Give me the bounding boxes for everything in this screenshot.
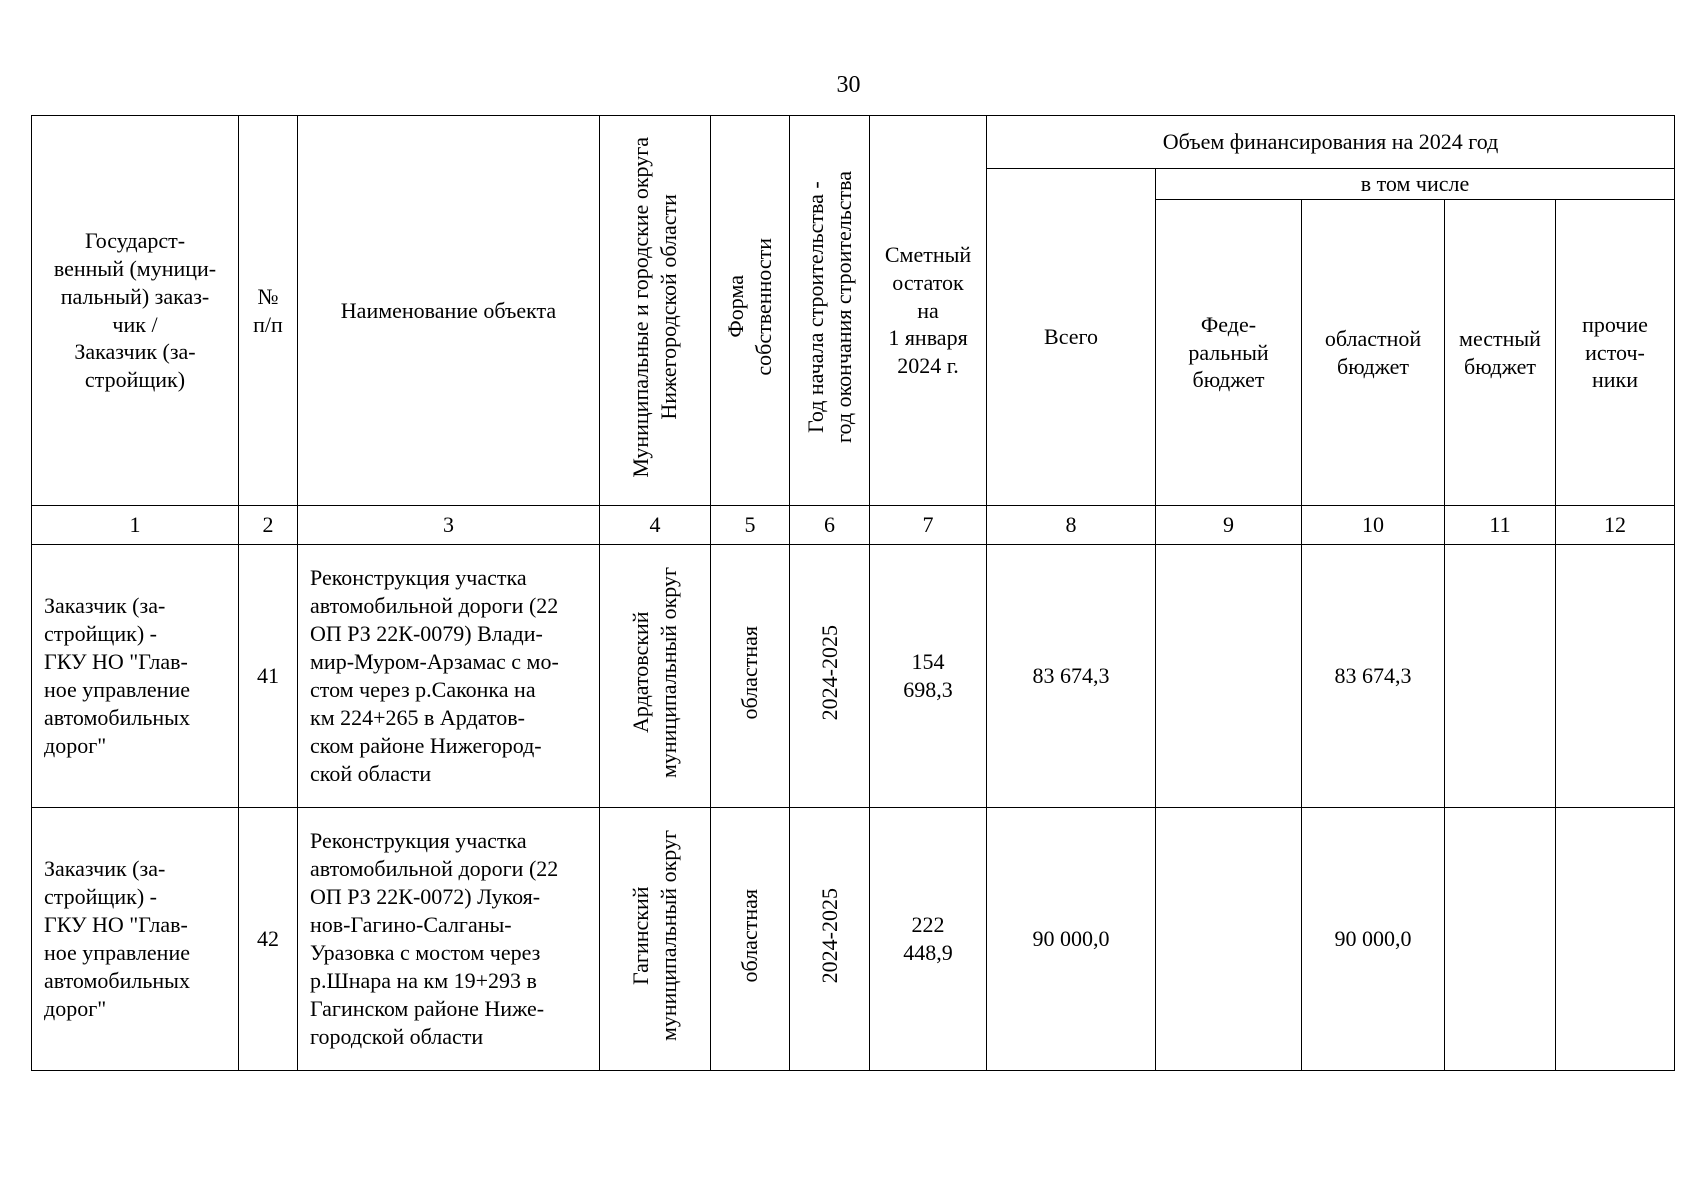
header-districts-cell <box>600 116 711 506</box>
row-district-cell <box>600 545 711 808</box>
row-customer: Заказчик (за- стройщик) - ГКУ НО "Глав- ное управление автомобильных дорог" <box>32 808 239 1071</box>
row-federal <box>1156 545 1302 808</box>
column-number: 5 <box>711 506 790 545</box>
column-number: 1 <box>32 506 239 545</box>
header-funding-volume: Объем финансирования на 2024 год <box>987 116 1675 169</box>
header-federal-budget: Феде- ральный бюджет <box>1156 200 1302 506</box>
row-district: Ардатовский муниципальный округ <box>628 567 681 779</box>
row-customer: Заказчик (за- стройщик) - ГКУ НО "Глав- ное управление автомобильных дорог" <box>32 545 239 808</box>
row-years: 2024-2025 <box>816 887 842 984</box>
row-total: 83 674,3 <box>987 545 1156 808</box>
column-number: 6 <box>790 506 870 545</box>
row-district: Гагинский муниципальный округ <box>628 830 681 1042</box>
row-ownership-cell <box>711 808 790 1071</box>
column-number: 11 <box>1445 506 1556 545</box>
row-total: 90 000,0 <box>987 808 1156 1071</box>
header-districts: Муниципальные и городские округа Нижегородской области <box>628 136 681 478</box>
header-regional-budget: областной бюджет <box>1302 200 1445 506</box>
column-number: 10 <box>1302 506 1445 545</box>
row-object-name: Реконструкция участка автомобильной дороги (22 ОП РЗ 22К-0072) Лукоя- нов-Гагино-Салганы- Уразовка с мостом через р.Шнара на км 19+293 в Гагинском районе Ниже- городской области <box>298 808 600 1071</box>
column-number: 12 <box>1556 506 1675 545</box>
column-number: 2 <box>239 506 298 545</box>
row-regional: 90 000,0 <box>1302 808 1445 1071</box>
header-ownership: Форма собственности <box>723 238 776 376</box>
row-district-cell <box>600 808 711 1071</box>
column-number: 3 <box>298 506 600 545</box>
column-number: 4 <box>600 506 711 545</box>
header-including: в том числе <box>1156 169 1675 200</box>
row-local <box>1445 808 1556 1071</box>
header-ownership-cell <box>711 116 790 506</box>
row-other <box>1556 808 1675 1071</box>
header-years-cell <box>790 116 870 506</box>
row-ownership: областная <box>737 888 763 983</box>
header-object-name: Наименование объекта <box>298 116 600 506</box>
row-number: 42 <box>239 808 298 1071</box>
column-number: 8 <box>987 506 1156 545</box>
page-number: 30 <box>836 72 861 98</box>
row-years: 2024-2025 <box>816 624 842 721</box>
column-number-row <box>32 506 1675 545</box>
row-regional: 83 674,3 <box>1302 545 1445 808</box>
header-construction-years: Год начала строительства - год окончания строительства <box>802 171 856 443</box>
row-ownership: областная <box>737 625 763 720</box>
header-customer: Государст- венный (муници- пальный) заказ- чик / Заказчик (за- стройщик) <box>32 116 239 506</box>
header-total: Всего <box>987 169 1156 506</box>
row-local <box>1445 545 1556 808</box>
header-local-budget: местный бюджет <box>1445 200 1556 506</box>
column-number: 7 <box>870 506 987 545</box>
row-years-cell <box>790 808 870 1071</box>
header-other-sources: прочие источ- ники <box>1556 200 1675 506</box>
header-estimated-balance: Сметный остаток на 1 января 2024 г. <box>870 116 987 506</box>
table-row <box>32 808 1675 1071</box>
row-estimated-balance: 222 448,9 <box>870 808 987 1071</box>
financing-table <box>31 115 1675 1071</box>
row-other <box>1556 545 1675 808</box>
row-ownership-cell <box>711 545 790 808</box>
row-years-cell <box>790 545 870 808</box>
row-object-name: Реконструкция участка автомобильной дороги (22 ОП РЗ 22К-0079) Влади- мир-Муром-Арзамас с мо- стом через р.Саконка на км 224+265 в Ардатов- ском районе Нижегород- ской области <box>298 545 600 808</box>
row-federal <box>1156 808 1302 1071</box>
row-number: 41 <box>239 545 298 808</box>
table-row <box>32 545 1675 808</box>
header-number: № п/п <box>239 116 298 506</box>
column-number: 9 <box>1156 506 1302 545</box>
row-estimated-balance: 154 698,3 <box>870 545 987 808</box>
